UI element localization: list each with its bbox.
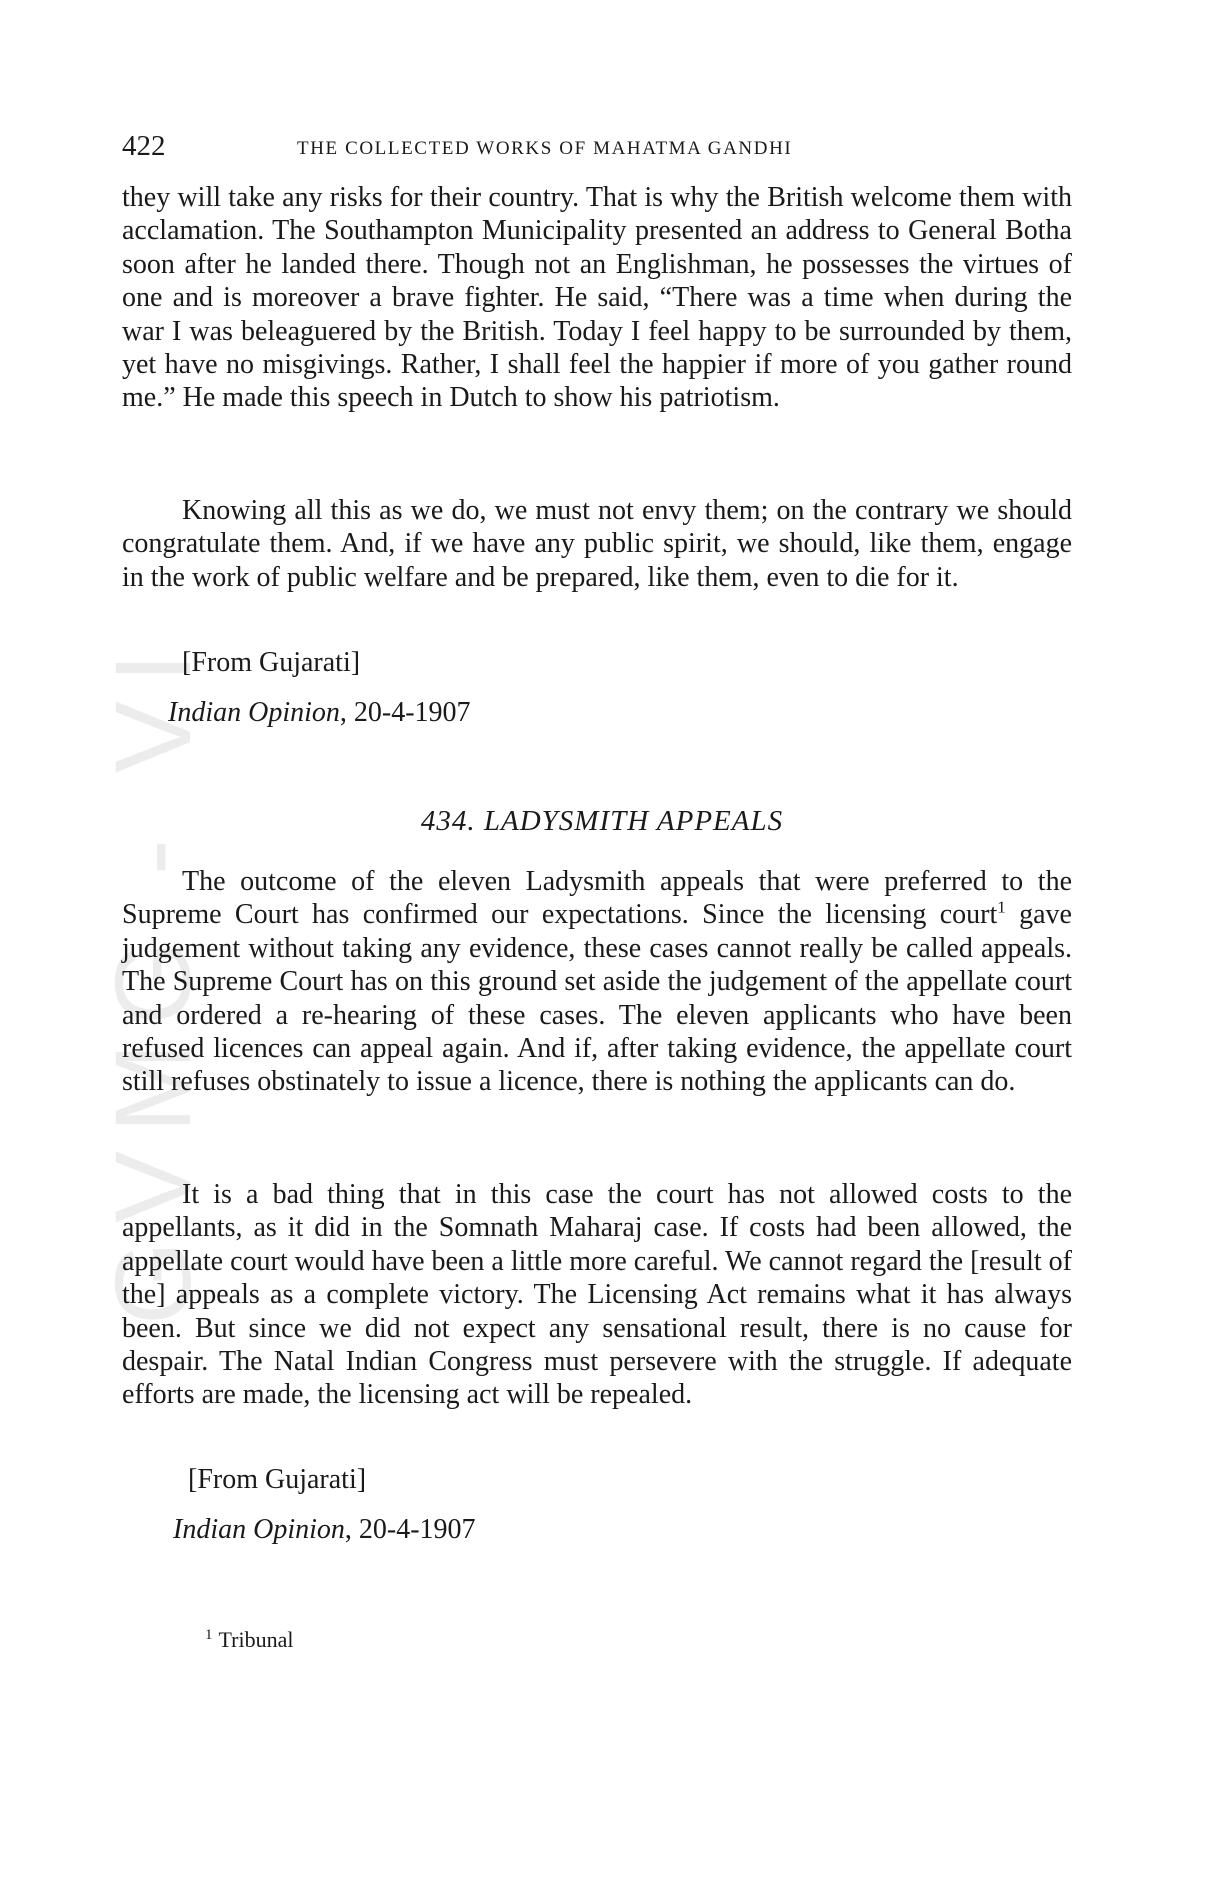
footnote	[205, 1627, 293, 1653]
running-head: THE COLLECTED WORKS OF MAHATMA GANDHI	[297, 138, 793, 159]
paragraph-text: gave judgement without taking any evidence, these cases cannot really be called appeals. The Supreme Court has on this ground set aside the judgement of the appellate court and ordered a re-hearing of these cases. The eleven applicants who have been refused licences can appeal again. And if, after taking evidence, the appellate court still refuses obstinately to issue a licence, there is nothing the applicants can do.	[122, 899, 1072, 1098]
publication-name: Indian Opinion	[168, 697, 340, 728]
citation	[173, 1514, 476, 1546]
body-paragraph: they will take any risks for their country. That is why the British welcome them with acclamation. The Southampton Municipality presented an address to General Botha soon after he landed there. Though not an Englishman, he possesses the virtues of one and is moreover a brave fighter. He said, “There was a time when during the war I was beleaguered by the British. Today I feel happy to be surrounded by them, yet have no misgivings. Rather, I shall feel the happier if more of you gather round me.” He made this speech in Dutch to show his patriotism.	[122, 182, 1072, 414]
publication-name: Indian Opinion	[173, 1514, 345, 1545]
body-paragraph	[122, 865, 1072, 1099]
footnote-text: Tribunal	[218, 1627, 294, 1652]
publication-date: , 20-4-1907	[339, 697, 471, 728]
page-number: 422	[122, 130, 166, 162]
footnote-reference: 1	[997, 898, 1006, 918]
source-note: [From Gujarati]	[188, 1464, 367, 1495]
paragraph-text: The outcome of the eleven Ladysmith appeals that were preferred to the Supreme Court has confirmed our expectations. Since the licensing court	[122, 866, 1072, 931]
watermark: GVMG - VI	[92, 634, 213, 1326]
body-paragraph: It is a bad thing that in this case the court has not allowed costs to the appellants, as it did in the Somnath Maharaj case. If costs had been allowed, the appellate court would have been a little more careful. We cannot regard the [result of the] appeals as a complete victory. The Licensing Act remains what it has always been. But since we did not expect any sensational result, there is no cause for despair. The Natal Indian Congress must persevere with the struggle. If adequate efforts are made, the licensing act will be repealed.	[122, 1179, 1072, 1411]
publication-date: , 20-4-1907	[344, 1514, 476, 1545]
body-paragraph: Knowing all this as we do, we must not envy them; on the contrary we should congratulate them. And, if we have any public spirit, we should, like them, engage in the work of public welfare and be prepared, like them, even to die for it.	[122, 495, 1072, 593]
citation	[168, 697, 471, 729]
source-note: [From Gujarati]	[182, 647, 361, 678]
footnote-mark: 1	[205, 1626, 213, 1643]
section-title: 434. LADYSMITH APPEALS	[420, 805, 784, 837]
